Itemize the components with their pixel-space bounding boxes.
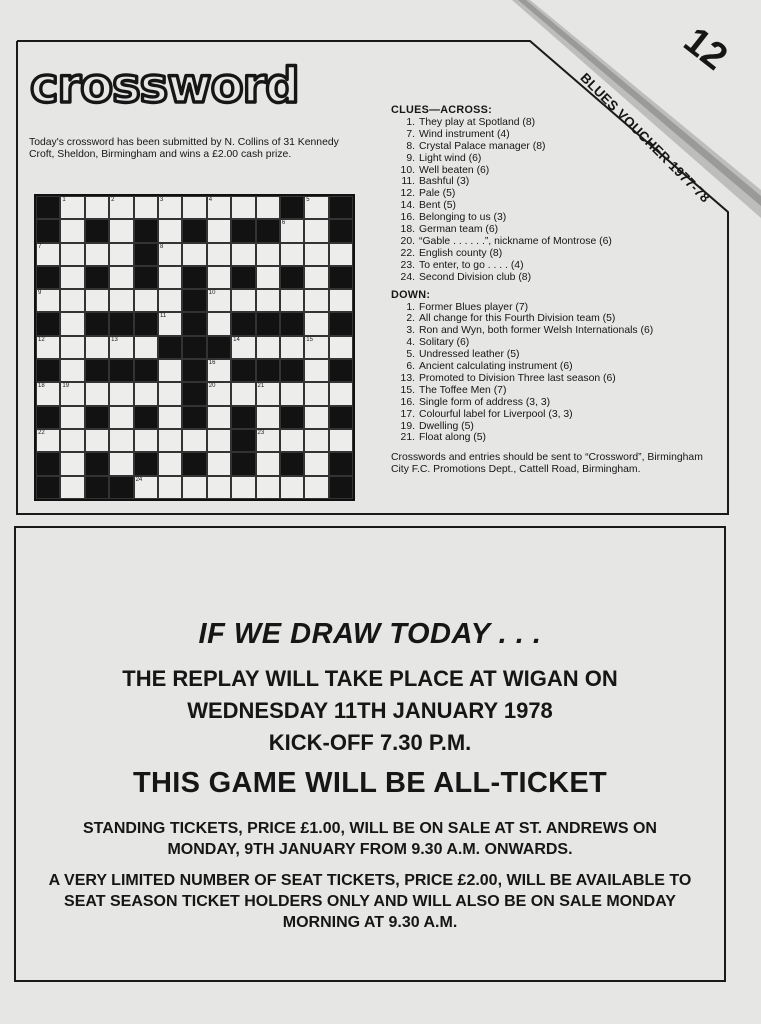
clue-text: German team (6)	[419, 224, 499, 236]
grid-cell[interactable]	[207, 382, 231, 405]
grid-cell[interactable]	[329, 336, 353, 359]
all-ticket-notice: THIS GAME WILL BE ALL-TICKET	[133, 767, 607, 799]
grid-cell[interactable]	[207, 243, 231, 266]
clue-number: 7.	[406, 128, 415, 140]
grid-cell[interactable]	[304, 429, 328, 452]
grid-cell[interactable]	[158, 359, 182, 382]
clues-panel	[391, 105, 721, 476]
clue-number: 5.	[406, 349, 415, 361]
down-clue	[391, 349, 721, 361]
grid-block	[134, 359, 158, 382]
grid-cell[interactable]	[158, 452, 182, 475]
grid-block	[85, 476, 109, 499]
grid-cell[interactable]	[60, 196, 84, 219]
across-clue	[391, 141, 721, 153]
grid-cell[interactable]	[231, 336, 255, 359]
cell-number: 21	[257, 383, 265, 390]
grid-cell[interactable]	[134, 336, 158, 359]
grid-cell[interactable]	[36, 429, 60, 452]
grid-block	[280, 452, 304, 475]
grid-cell[interactable]	[304, 196, 328, 219]
grid-cell[interactable]	[280, 382, 304, 405]
grid-cell[interactable]	[329, 243, 353, 266]
grid-block	[280, 196, 304, 219]
across-clue	[391, 260, 721, 272]
down-clues	[391, 302, 721, 445]
grid-cell[interactable]	[36, 289, 60, 312]
cell-number: 8	[159, 243, 164, 250]
grid-cell[interactable]	[60, 336, 84, 359]
clue-number: 1.	[406, 116, 415, 128]
grid-cell[interactable]	[329, 429, 353, 452]
grid-cell[interactable]	[60, 382, 84, 405]
grid-cell[interactable]	[109, 243, 133, 266]
cell-number: 15	[306, 336, 313, 343]
grid-cell[interactable]	[207, 359, 231, 382]
grid-block	[36, 312, 60, 335]
clue-text: Ron and Wyn, both former Welsh Internationals (6)	[419, 325, 654, 337]
grid-cell[interactable]	[134, 382, 158, 405]
clue-number: 16.	[400, 396, 415, 408]
grid-cell[interactable]	[60, 476, 84, 499]
grid-cell[interactable]	[256, 406, 280, 429]
grid-cell[interactable]	[109, 289, 133, 312]
grid-cell[interactable]	[60, 429, 84, 452]
grid-cell[interactable]	[134, 196, 158, 219]
grid-cell[interactable]	[158, 289, 182, 312]
grid-cell[interactable]	[256, 289, 280, 312]
grid-cell[interactable]	[109, 382, 133, 405]
grid-block	[329, 359, 353, 382]
grid-block	[36, 452, 60, 475]
grid-block	[231, 406, 255, 429]
grid-block	[329, 452, 353, 475]
grid-cell[interactable]	[304, 312, 328, 335]
grid-cell[interactable]	[304, 406, 328, 429]
clue-text: Former Blues player (7)	[419, 301, 529, 313]
grid-cell[interactable]	[158, 429, 182, 452]
across-clue	[391, 176, 721, 188]
grid-block	[85, 312, 109, 335]
cell-number: 11	[159, 313, 167, 320]
grid-cell[interactable]	[304, 266, 328, 289]
grid-cell[interactable]	[207, 312, 231, 335]
grid-cell[interactable]	[304, 336, 328, 359]
grid-cell[interactable]	[109, 429, 133, 452]
clue-text: Bent (5)	[419, 200, 456, 212]
clue-text: “Gable . . . . . .”, nickname of Montrose (6)	[419, 235, 612, 247]
clue-text: Dwelling (5)	[419, 420, 474, 432]
clue-number: 20.	[400, 235, 415, 247]
cell-number: 5	[306, 197, 310, 203]
grid-cell[interactable]	[207, 452, 231, 475]
grid-block	[280, 266, 304, 289]
grid-cell[interactable]	[158, 312, 182, 335]
grid-cell[interactable]	[207, 406, 231, 429]
grid-cell[interactable]	[60, 243, 84, 266]
grid-cell[interactable]	[280, 219, 304, 242]
grid-cell[interactable]	[109, 406, 133, 429]
clue-text: Colourful label for Liverpool (3, 3)	[419, 408, 573, 420]
cell-number: 13	[111, 336, 118, 343]
grid-block	[134, 266, 158, 289]
grid-cell[interactable]	[231, 382, 255, 405]
across-heading: CLUES—ACROSS:	[391, 104, 493, 116]
grid-cell[interactable]	[158, 266, 182, 289]
grid-cell[interactable]	[85, 336, 109, 359]
grid-block	[36, 406, 60, 429]
clue-text: Single form of address (3, 3)	[419, 396, 551, 408]
grid-cell[interactable]	[231, 196, 255, 219]
across-clue	[391, 117, 721, 129]
grid-cell[interactable]	[207, 289, 231, 312]
grid-block	[36, 196, 60, 219]
cell-number: 23	[257, 429, 265, 436]
grid-cell[interactable]	[134, 289, 158, 312]
across-clue	[391, 236, 721, 248]
grid-cell[interactable]	[109, 452, 133, 475]
grid-block	[231, 266, 255, 289]
across-clue	[391, 129, 721, 141]
replay-line: THE REPLAY WILL TAKE PLACE AT WIGAN ON	[122, 666, 618, 691]
grid-block	[85, 266, 109, 289]
grid-cell[interactable]	[256, 243, 280, 266]
cell-number: 6	[281, 220, 286, 227]
grid-cell[interactable]	[304, 359, 328, 382]
grid-cell[interactable]	[207, 266, 231, 289]
clue-number: 19.	[400, 420, 415, 432]
cell-number: 12	[38, 336, 45, 343]
clue-text: Belonging to us (3)	[419, 212, 507, 224]
clue-number: 9.	[406, 152, 415, 164]
clue-text: To enter, to go . . . . (4)	[419, 259, 524, 271]
cell-number: 22	[38, 429, 45, 436]
grid-cell[interactable]	[280, 336, 304, 359]
down-heading: DOWN:	[391, 288, 431, 301]
clue-text: All change for this Fourth Division team (5)	[419, 313, 616, 325]
clue-number: 22.	[400, 247, 415, 259]
down-clue	[391, 432, 721, 444]
down-clue	[391, 302, 721, 314]
across-clue	[391, 248, 721, 260]
cell-number: 2	[111, 197, 115, 203]
across-clue	[391, 165, 721, 177]
grid-block	[158, 336, 182, 359]
clue-number: 23.	[400, 259, 415, 271]
grid-cell[interactable]	[109, 336, 133, 359]
grid-cell[interactable]	[36, 243, 60, 266]
grid-block	[85, 452, 109, 475]
grid-block	[231, 359, 255, 382]
grid-block	[329, 219, 353, 242]
clue-text: Undressed leather (5)	[419, 349, 520, 361]
down-clue	[391, 421, 721, 433]
crossword-intro: Today's crossword has been submitted by N. Collins of 31 Kennedy Croft, Sheldon, Birmingham and wins a £2.00 cash prize.	[29, 137, 339, 160]
grid-cell[interactable]	[85, 429, 109, 452]
grid-block	[36, 266, 60, 289]
grid-block	[231, 219, 255, 242]
grid-cell[interactable]	[85, 289, 109, 312]
cell-number: 19	[62, 383, 70, 390]
clue-text: Pale (5)	[419, 188, 456, 200]
page-number: 12	[675, 19, 736, 79]
down-clue	[391, 325, 721, 337]
grid-cell[interactable]	[256, 429, 280, 452]
grid-cell[interactable]	[60, 452, 84, 475]
seat-tickets-info: A VERY LIMITED NUMBER OF SEAT TICKETS, PRICE £2.00, WILL BE AVAILABLE TO SEAT SEASON TICKET HOLDERS ONLY AND WILL ALSO BE ON SALE MONDAY MORNING AT 9.30 A.M.	[48, 872, 692, 931]
grid-block	[36, 219, 60, 242]
grid-cell[interactable]	[329, 289, 353, 312]
grid-cell[interactable]	[256, 266, 280, 289]
grid-cell[interactable]	[158, 382, 182, 405]
grid-block	[109, 476, 133, 499]
grid-block	[85, 406, 109, 429]
grid-cell[interactable]	[158, 476, 182, 499]
replay-notice	[14, 526, 726, 982]
grid-cell[interactable]	[182, 243, 206, 266]
grid-block	[256, 359, 280, 382]
grid-cell[interactable]	[134, 429, 158, 452]
cell-number: 1	[62, 197, 66, 203]
grid-cell[interactable]	[231, 243, 255, 266]
replay-details	[16, 663, 724, 759]
grid-cell[interactable]	[304, 476, 328, 499]
notice-headline: IF WE DRAW TODAY . . .	[198, 618, 542, 650]
grid-block	[182, 312, 206, 335]
down-clue	[391, 337, 721, 349]
clue-text: They play at Spotland (8)	[419, 116, 536, 128]
grid-cell[interactable]	[182, 196, 206, 219]
clue-text: English county (8)	[419, 247, 503, 259]
clue-text: Second Division club (8)	[419, 271, 532, 283]
grid-block	[329, 476, 353, 499]
down-clue	[391, 385, 721, 397]
grid-block	[256, 219, 280, 242]
grid-cell[interactable]	[304, 289, 328, 312]
grid-cell[interactable]	[231, 476, 255, 499]
grid-cell[interactable]	[280, 429, 304, 452]
grid-cell[interactable]	[85, 382, 109, 405]
down-clue	[391, 361, 721, 373]
grid-block	[231, 452, 255, 475]
grid-block	[134, 452, 158, 475]
grid-cell[interactable]	[158, 196, 182, 219]
cell-number: 9	[38, 290, 42, 297]
grid-cell[interactable]	[109, 196, 133, 219]
grid-block	[182, 289, 206, 312]
clue-number: 17.	[400, 408, 415, 420]
clue-number: 8.	[406, 140, 415, 152]
grid-cell[interactable]	[207, 429, 231, 452]
grid-cell[interactable]	[109, 266, 133, 289]
grid-cell[interactable]	[36, 382, 60, 405]
clue-number: 18.	[400, 224, 415, 236]
cell-number: 20	[208, 383, 216, 390]
cell-number: 14	[233, 336, 240, 343]
grid-block	[207, 336, 231, 359]
grid-cell[interactable]	[256, 336, 280, 359]
clue-number: 11.	[401, 176, 415, 188]
clue-text: The Toffee Men (7)	[419, 384, 507, 396]
crossword-grid[interactable]	[34, 194, 355, 501]
grid-cell[interactable]	[207, 476, 231, 499]
grid-block	[109, 312, 133, 335]
cell-number: 7	[38, 243, 42, 250]
grid-cell[interactable]	[158, 243, 182, 266]
grid-block	[231, 312, 255, 335]
clue-number: 2.	[406, 313, 415, 325]
grid-block	[329, 266, 353, 289]
grid-cell[interactable]	[60, 312, 84, 335]
cell-number: 18	[38, 383, 45, 390]
clue-text: Float along (5)	[419, 432, 486, 444]
grid-cell[interactable]	[304, 382, 328, 405]
down-clue	[391, 397, 721, 409]
grid-cell[interactable]	[256, 382, 280, 405]
grid-block	[256, 312, 280, 335]
across-clue	[391, 224, 721, 236]
grid-block	[329, 196, 353, 219]
grid-block	[182, 406, 206, 429]
svg-text:crossword: crossword	[30, 58, 299, 114]
clue-number: 21.	[400, 432, 415, 444]
grid-block	[36, 359, 60, 382]
grid-block	[109, 359, 133, 382]
grid-block	[85, 359, 109, 382]
grid-cell[interactable]	[207, 219, 231, 242]
cell-number: 24	[135, 476, 143, 483]
grid-cell[interactable]	[280, 289, 304, 312]
grid-cell[interactable]	[158, 406, 182, 429]
clue-text: Light wind (6)	[419, 152, 482, 164]
grid-cell[interactable]	[304, 452, 328, 475]
grid-cell[interactable]	[36, 336, 60, 359]
across-clue	[391, 212, 721, 224]
send-instructions: Crosswords and entries should be sent to “Crossword”, Birmingham City F.C. Promotions Dept., Cattell Road, Birmingham.	[391, 452, 703, 476]
clue-text: Ancient calculating instrument (6)	[419, 361, 573, 373]
across-clues	[391, 117, 721, 284]
grid-cell[interactable]	[256, 196, 280, 219]
cell-number: 16	[208, 360, 216, 367]
clue-number: 10.	[400, 164, 415, 176]
clue-number: 3.	[406, 325, 415, 337]
grid-cell[interactable]	[280, 243, 304, 266]
grid-cell[interactable]	[182, 429, 206, 452]
down-clue	[391, 313, 721, 325]
grid-cell[interactable]	[256, 452, 280, 475]
grid-cell[interactable]	[60, 266, 84, 289]
clue-number: 13.	[400, 372, 415, 384]
clue-text: Crystal Palace manager (8)	[419, 140, 546, 152]
clue-text: Solitary (6)	[419, 337, 470, 349]
clue-text: Promoted to Division Three last season (6)	[419, 372, 616, 384]
across-clue	[391, 200, 721, 212]
grid-cell[interactable]	[231, 289, 255, 312]
grid-block	[182, 382, 206, 405]
grid-block	[85, 219, 109, 242]
clue-number: 4.	[406, 337, 415, 349]
replay-date: WEDNESDAY 11TH JANUARY 1978	[187, 698, 553, 723]
grid-block	[182, 219, 206, 242]
grid-cell[interactable]	[60, 359, 84, 382]
grid-block	[182, 336, 206, 359]
grid-block	[329, 312, 353, 335]
cell-number: 3	[159, 197, 164, 203]
clue-number: 12.	[400, 188, 415, 200]
grid-block	[134, 406, 158, 429]
clue-text: Bashful (3)	[419, 176, 470, 188]
grid-block	[182, 452, 206, 475]
clue-text: Wind instrument (4)	[419, 128, 510, 140]
grid-block	[280, 359, 304, 382]
clue-text: Well beaten (6)	[419, 164, 490, 176]
grid-cell[interactable]	[158, 219, 182, 242]
grid-block	[329, 406, 353, 429]
across-clue	[391, 272, 721, 284]
clue-number: 14.	[400, 200, 415, 212]
grid-cell[interactable]	[280, 476, 304, 499]
grid-block	[280, 312, 304, 335]
grid-cell[interactable]	[304, 219, 328, 242]
grid-cell[interactable]	[256, 476, 280, 499]
clue-number: 16.	[400, 212, 415, 224]
grid-cell[interactable]	[207, 196, 231, 219]
grid-cell[interactable]	[109, 219, 133, 242]
grid-cell[interactable]	[85, 196, 109, 219]
grid-block	[182, 359, 206, 382]
clue-number: 15.	[400, 384, 415, 396]
voucher-label: BLUES VOUCHER 1977-78	[577, 70, 713, 206]
grid-cell[interactable]	[60, 406, 84, 429]
grid-cell[interactable]	[60, 289, 84, 312]
across-clue	[391, 188, 721, 200]
grid-block	[134, 312, 158, 335]
kickoff-time: KICK-OFF 7.30 P.M.	[268, 730, 472, 755]
cell-number: 10	[208, 290, 216, 297]
across-clue	[391, 153, 721, 165]
grid-cell[interactable]	[182, 476, 206, 499]
clue-number: 24.	[400, 271, 415, 283]
standing-tickets-info: STANDING TICKETS, PRICE £1.00, WILL BE ON SALE AT ST. ANDREWS ON MONDAY, 9TH JANUARY FROM 9.30 A.M. ONWARDS.	[83, 820, 657, 858]
down-clue	[391, 409, 721, 421]
grid-block	[134, 243, 158, 266]
grid-cell[interactable]	[329, 382, 353, 405]
clue-number: 6.	[406, 361, 415, 373]
grid-block	[280, 406, 304, 429]
grid-block	[231, 429, 255, 452]
clue-number: 1.	[406, 301, 415, 313]
grid-cell[interactable]	[134, 476, 158, 499]
grid-block	[36, 476, 60, 499]
down-clue	[391, 373, 721, 385]
grid-block	[134, 219, 158, 242]
grid-block	[182, 266, 206, 289]
crossword-logo	[26, 54, 352, 114]
cell-number: 4	[208, 197, 213, 203]
grid-cell[interactable]	[60, 219, 84, 242]
grid-cell[interactable]	[304, 243, 328, 266]
grid-cell[interactable]	[85, 243, 109, 266]
